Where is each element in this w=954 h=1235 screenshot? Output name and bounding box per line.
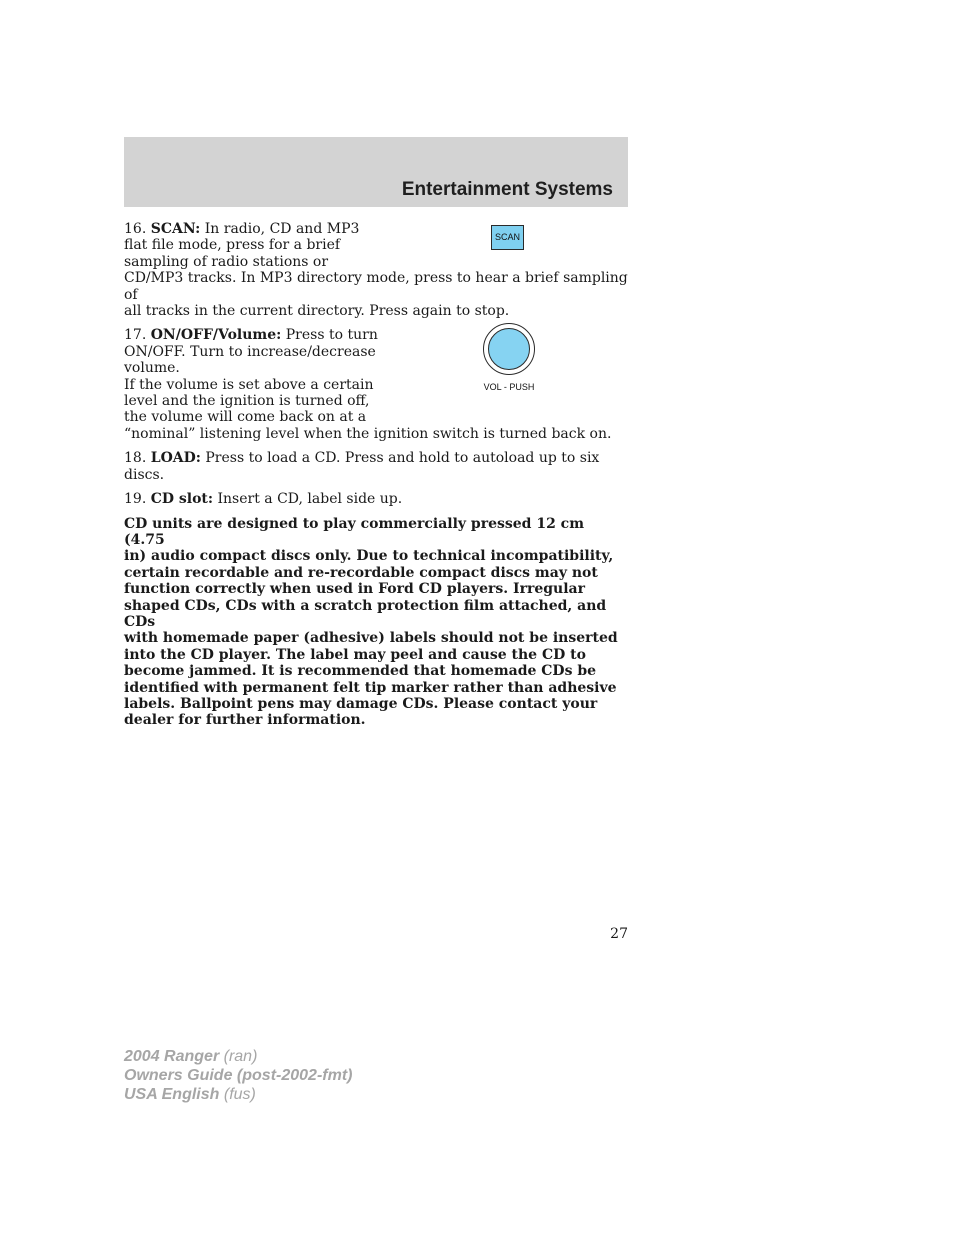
footer-language-code: (fus) bbox=[219, 1086, 256, 1103]
item-text-line: flat file mode, press for a brief bbox=[124, 237, 341, 254]
footer-line-language bbox=[124, 1085, 352, 1104]
warning-line: shaped CDs, CDs with a scratch protection film attached, and CDs bbox=[124, 597, 607, 630]
footer-language: USA English bbox=[124, 1086, 220, 1103]
item-cd-slot bbox=[124, 491, 628, 507]
footer-line-guide bbox=[124, 1066, 352, 1085]
item-text-line: If the volume is set above a certain bbox=[124, 376, 374, 393]
scan-button-figure bbox=[491, 225, 524, 250]
item-term: ON/OFF/Volume: bbox=[150, 327, 282, 344]
volume-knob-center bbox=[488, 328, 530, 370]
warning-line: CD units are designed to play commercially pressed 12 cm (4.75 bbox=[124, 515, 585, 548]
warning-line: in) audio compact discs only. Due to technical incompatibility, bbox=[124, 548, 614, 565]
footer-line-model bbox=[124, 1047, 352, 1066]
item-number: 17. bbox=[124, 327, 147, 344]
warning-line: function correctly when used in Ford CD players. Irregular bbox=[124, 581, 585, 598]
warning-line: into the CD player. The label may peel and cause the CD to bbox=[124, 646, 586, 663]
item-text-line: level and the ignition is turned off, bbox=[124, 393, 370, 410]
item-term: SCAN: bbox=[150, 221, 201, 237]
page-number: 27 bbox=[610, 926, 628, 942]
item-text-line: Insert a CD, label side up. bbox=[213, 491, 403, 508]
footer-guide: Owners Guide (post-2002-fmt) bbox=[124, 1067, 353, 1084]
item-text-line: In radio, CD and MP3 bbox=[200, 221, 360, 237]
volume-knob-icon bbox=[483, 323, 535, 375]
main-content bbox=[124, 221, 628, 729]
item-text-line: ON/OFF. Turn to increase/decrease bbox=[124, 343, 376, 360]
volume-knob-figure bbox=[479, 323, 539, 398]
item-text-line: the volume will come back on at a bbox=[124, 409, 367, 426]
footer-model-code: (ran) bbox=[219, 1048, 258, 1065]
item-volume bbox=[124, 327, 628, 442]
warning-line: with homemade paper (adhesive) labels should not be inserted bbox=[124, 630, 618, 647]
item-text-line: Press to turn bbox=[281, 327, 378, 344]
scan-button-label: SCAN bbox=[494, 232, 520, 243]
item-text-line: Press to load a CD. Press and hold to autoload up to six bbox=[200, 450, 600, 467]
footer-model: 2004 Ranger bbox=[124, 1048, 220, 1065]
item-load bbox=[124, 450, 628, 483]
item-term: LOAD: bbox=[150, 450, 201, 467]
document-footer bbox=[124, 1047, 352, 1104]
cd-warning-paragraph bbox=[124, 516, 628, 729]
warning-line: dealer for further information. bbox=[124, 712, 366, 729]
warning-line: identified with permanent felt tip marker rather than adhesive bbox=[124, 679, 617, 696]
item-term: CD slot: bbox=[150, 491, 214, 508]
item-text-line: CD/MP3 tracks. In MP3 directory mode, press to hear a brief sampling of bbox=[124, 270, 628, 303]
item-number: 19. bbox=[124, 491, 147, 508]
item-number: 18. bbox=[124, 450, 147, 467]
warning-line: labels. Ballpoint pens may damage CDs. Please contact your bbox=[124, 695, 598, 712]
item-text-line: discs. bbox=[124, 466, 165, 483]
section-title: Entertainment Systems bbox=[401, 179, 613, 200]
item-number: 16. bbox=[124, 221, 147, 237]
item-text-line: “nominal” listening level when the ignition switch is turned back on. bbox=[124, 425, 612, 442]
warning-line: certain recordable and re-recordable compact discs may not bbox=[124, 564, 598, 581]
section-header-band bbox=[124, 137, 628, 207]
volume-knob-label: VOL - PUSH bbox=[483, 382, 535, 393]
item-text-line: all tracks in the current directory. Press again to stop. bbox=[124, 303, 510, 320]
item-text-line: sampling of radio stations or bbox=[124, 253, 329, 270]
item-text-line: volume. bbox=[124, 360, 180, 377]
warning-line: become jammed. It is recommended that homemade CDs be bbox=[124, 663, 597, 680]
item-scan bbox=[124, 221, 628, 319]
